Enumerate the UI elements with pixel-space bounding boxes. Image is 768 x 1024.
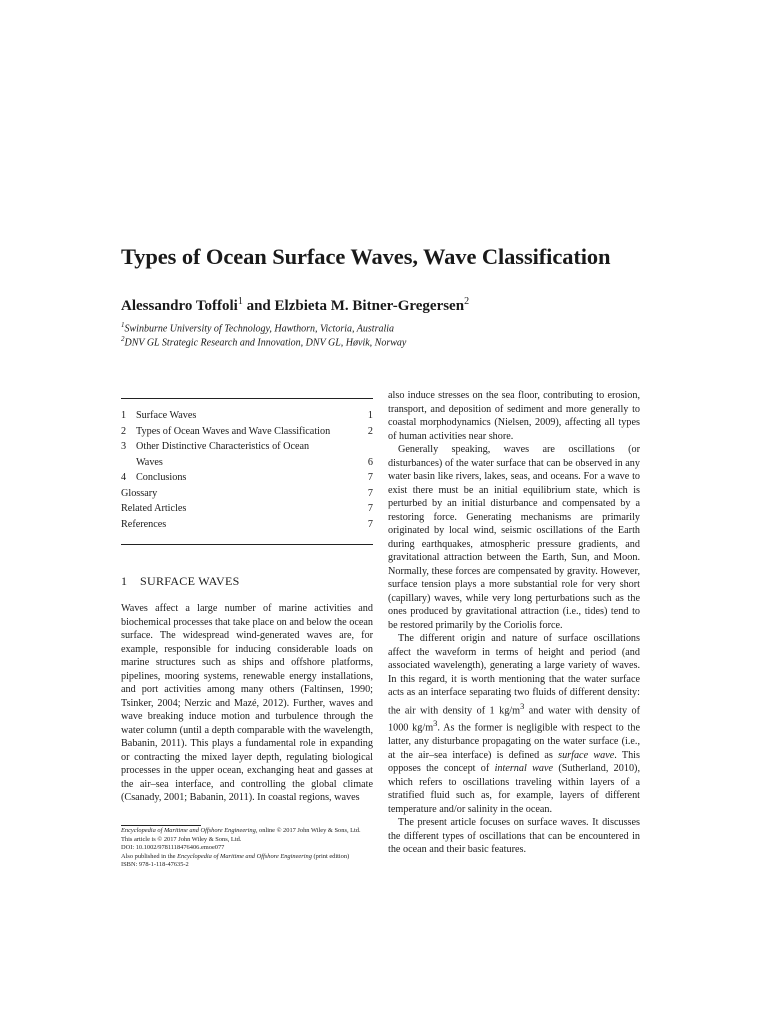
footnote-line: Encyclopedia of Maritime and Offshore Engineering, online © 2017 John Wiley & Sons, Ltd. (121, 827, 361, 834)
toc-entry[interactable] (121, 424, 373, 440)
affiliation-text: Swinburne University of Technology, Hawthorn, Victoria, Australia (124, 323, 395, 335)
table-of-contents (121, 398, 373, 532)
toc-entry[interactable] (121, 470, 373, 486)
paragraph-generally-speaking: Generally speaking, waves are oscillations (or disturbances) of the water surface that can be observed in any water basin like rivers, lakes, seas, and oceans. For a wave to exist there must be an initial equilibrium state, which is perturbed by an initial disturbance and compensated by a restoring force. Generating mechanisms are primarily originated by local wind, seismic oscillations of the Earth during earthquakes, atmospheric pressure gradients, and gravitational attraction between the Earth, Sun, and Moon. Normally, these forces are compensated by gravity. However, surface tension plays a more substantial role for very short (capillary) waves, while very long perturbations such as the ones produced by gravitational attraction (i.e., tides) tend to be restored primarily by the Coriolis force. (388, 444, 640, 631)
toc-entry[interactable] (121, 486, 373, 502)
toc-page: 7 (367, 487, 373, 499)
author-joiner: and (246, 298, 271, 314)
author-name: Elzbieta M. Bitner-Gregersen (274, 298, 465, 314)
toc-page: 7 (367, 472, 373, 483)
toc-label: Related Articles (121, 503, 187, 514)
footnote-isbn: ISBN: 978-1-118-47635-2 (121, 861, 189, 869)
footnote-doi[interactable]: DOI: 10.1002/9781118476406.emoe077 (121, 844, 225, 852)
toc-label: Conclusions (136, 472, 187, 483)
toc-number: 1 (121, 410, 127, 421)
section-number: 1 (121, 574, 128, 588)
toc-label: Other Distinctive Characteristics of Ocean Waves (136, 441, 310, 468)
article-title: Types of Ocean Surface Waves, Wave Classification (121, 244, 611, 269)
affiliation-2 (121, 335, 721, 348)
footnote-line: Also published in the Encyclopedia of Maritime and Offshore Engineering (print edition) (121, 852, 350, 860)
affiliation-mark: 2 (121, 335, 125, 343)
author-name: Alessandro Toffoli (121, 298, 238, 314)
right-column (388, 389, 640, 857)
toc-page: 7 (367, 503, 373, 514)
toc-label: Surface Waves (136, 410, 197, 421)
toc-entry[interactable] (121, 501, 373, 517)
toc-bottom-rule (121, 544, 373, 545)
toc-number: 4 (121, 472, 127, 483)
author-line (121, 296, 741, 315)
toc-page: 2 (367, 425, 373, 437)
toc-page: 6 (367, 456, 373, 468)
footnote-line: This article is © 2017 John Wiley & Sons, Ltd. (121, 835, 242, 843)
toc-page: 7 (367, 518, 373, 530)
toc-page: 1 (367, 410, 373, 421)
footnote-rule (121, 825, 201, 826)
toc-label: Types of Ocean Waves and Wave Classification (136, 425, 331, 437)
toc-entry[interactable] (121, 408, 373, 424)
affiliation-1 (121, 321, 721, 334)
toc-entry[interactable] (121, 439, 373, 470)
toc-number: 3 (121, 441, 127, 452)
section-title: SURFACE WAVES (140, 574, 240, 588)
toc-entry[interactable] (121, 517, 373, 533)
affiliation-marker: 2 (464, 296, 470, 307)
affiliation-marker: 1 (237, 296, 243, 307)
affiliation-text: DNV GL Strategic Research and Innovation, DNV GL, Høvik, Norway (124, 337, 407, 349)
affiliation-mark: 1 (121, 321, 125, 329)
paragraph-continuation: also induce stresses on the sea floor, contributing to erosion, transport, and deposition of sediment and more generally to coastal morphodynamics (Nielsen, 2009), affecting all types of human activities near shore. (388, 390, 640, 442)
toc-label: References (121, 518, 167, 530)
paragraph-origin-nature: The different origin and nature of surface oscillations affect the waveform in terms of height and period (and associated wavelength), generating a large variety of waves. In this regard, it is worth mentioning that the water surface acts as an interface separating two fluids of different density: the air with density of 1 $kg/m^3$ and water with density of 1000 $kg/m^3$. As the former is negligible with respect to the latter, any disturbance propagating on the water surface (i.e., at the air–sea interface) is defined as surface wave. This opposes the concept of internal wave (Sutherland, 2010), which refers to oscillations traveling within layers of a stratified fluid such as, for example, layers of different temperature and/or salinity in the ocean. (388, 633, 641, 815)
toc-label: Glossary (121, 487, 158, 499)
section-heading (121, 574, 240, 589)
paragraph-present-article: The present article focuses on surface waves. It discusses the different types of oscillations that can be encountered in the ocean and their basic features. (388, 817, 640, 856)
paragraph-intro: Waves affect a large number of marine activities and biochemical processes that take place on and below the ocean surface. The widespread wind-generated waves are, for example, responsible for inducing considerable loads on marine structures such as ships and offshore platforms, pipelines, mooring systems, renewable energy installations, and port activities among many others (Faltinsen, 1990; Tsinker, 2004; Nerzic and Mazé, 2012). Further, waves and wave breaking induce motion and turbulence through the water column (until a depth comparable with the wavelength, Babanin, 2011). This plays a fundamental role in expanding or contracting the mixed layer depth, regulating biological processes in the upper ocean, exchanging heat and gasses at the air–sea interface, and controlling the global climate (Csanady, 2001; Babanin, 2011). In coastal regions, waves (121, 603, 373, 803)
toc-number: 2 (121, 425, 127, 437)
publication-footnote (121, 827, 381, 870)
